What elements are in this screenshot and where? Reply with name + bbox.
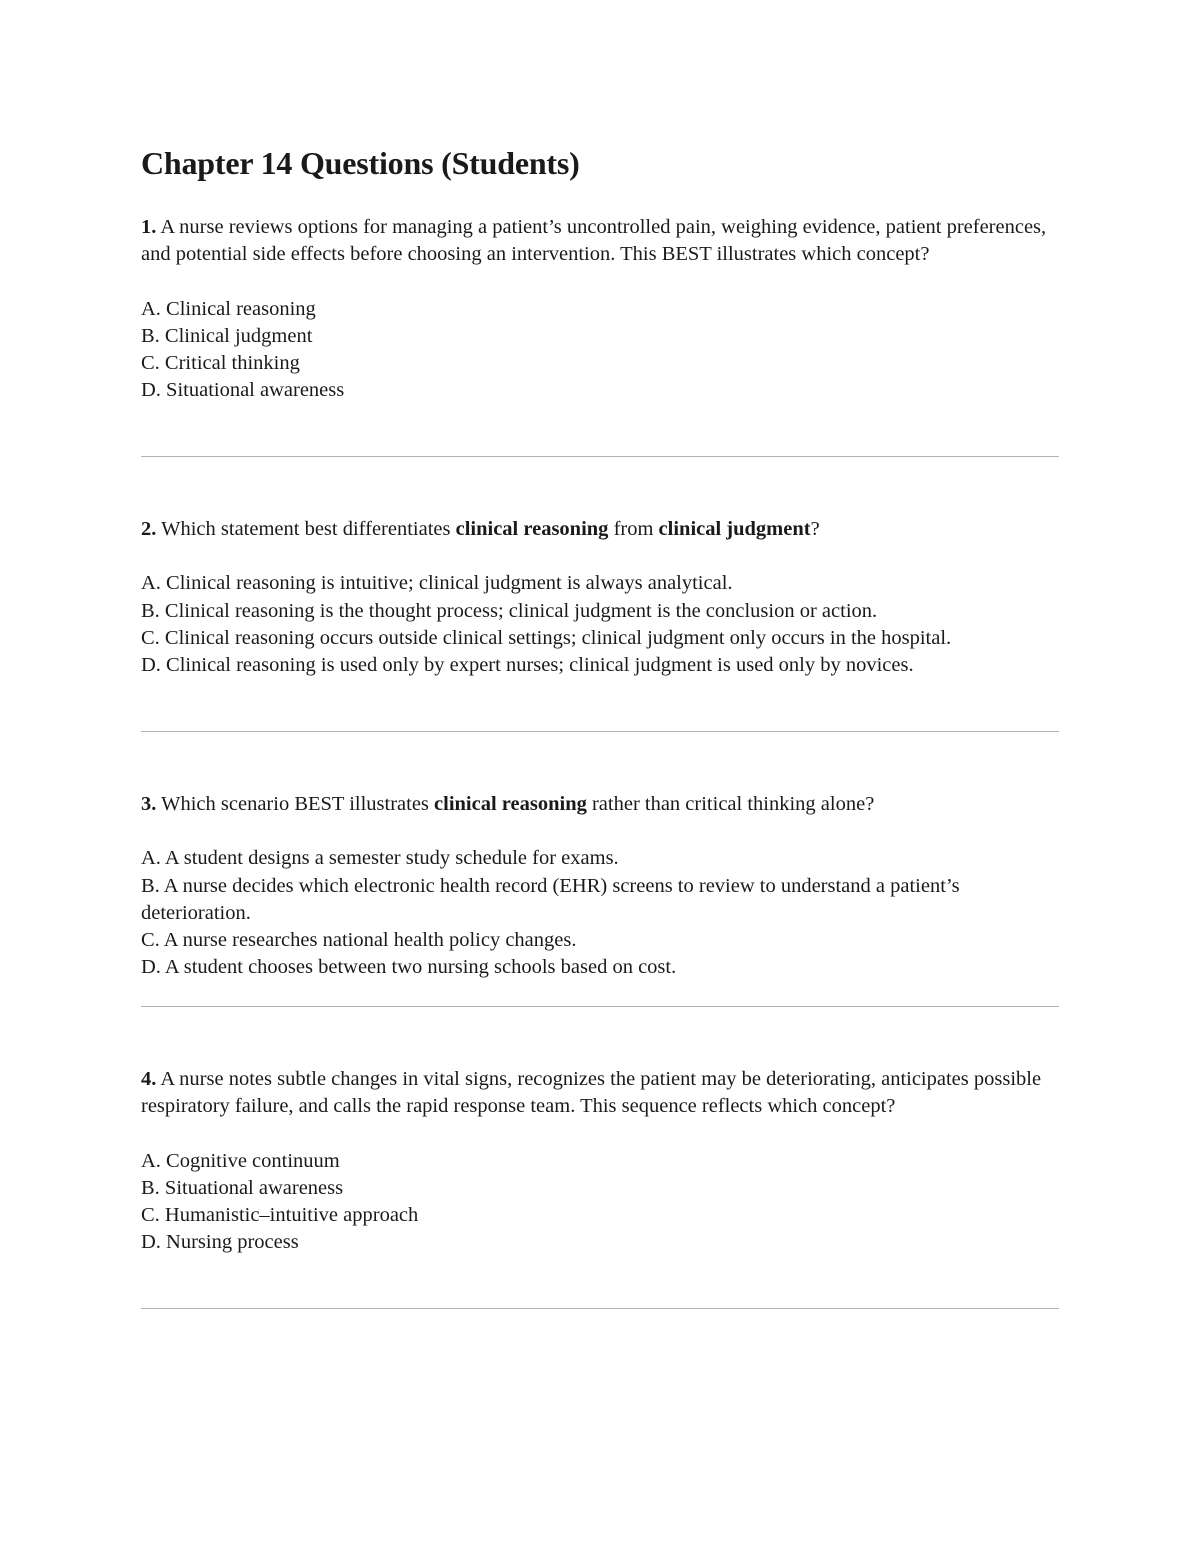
answer-option-b: B. Situational awareness [141,1176,344,1199]
answer-options [141,296,1059,405]
stem-text: ? [810,518,820,540]
question-stem [141,791,1059,818]
answer-option-b: B. Clinical reasoning is the thought process; clinical judgment is the conclusion or action. [141,599,878,622]
answer-option-c: C. A nurse researches national health policy changes. [141,929,577,952]
question-4 [141,1066,1059,1257]
question-stem [141,1066,1059,1121]
answer-option-c: C. Clinical reasoning occurs outside clinical settings; clinical judgment only occurs in the hospital. [141,626,952,649]
stem-text: A nurse reviews options for managing a patient’s uncontrolled pain, weighing evidence, patient preferences, and potential side effects before choosing an intervention. This BEST illustrates which concept? [141,216,1047,266]
divider [141,1308,1059,1309]
answer-options [141,1148,1059,1257]
answer-option-d: D. Situational awareness [141,379,345,402]
answer-option-a: A. Clinical reasoning is intuitive; clinical judgment is always analytical. [141,572,733,595]
question-number: 3. [141,793,157,815]
stem-keyword: clinical reasoning [434,793,587,815]
stem-text: A nurse notes subtle changes in vital signs, recognizes the patient may be deteriorating, anticipates possible respiratory failure, and calls the rapid response team. This sequence reflects which concept? [141,1068,1042,1118]
page-title: Chapter 14 Questions (Students) [141,145,580,181]
question-2 [141,516,1059,679]
question-1 [141,214,1059,405]
question-stem [141,214,1059,269]
answer-option-b: B. A nurse decides which electronic health record (EHR) screens to review to understand a patient’s deterioration. [141,874,960,924]
stem-text: Which statement best differentiates [156,518,456,540]
answer-option-d: D. Nursing process [141,1231,299,1254]
divider [141,1006,1059,1007]
stem-keyword: clinical judgment [658,518,811,540]
answer-option-b: B. Clinical judgment [141,324,313,347]
answer-option-a: A. A student designs a semester study schedule for exams. [141,847,619,870]
question-number: 4. [141,1068,157,1090]
question-stem [141,516,1059,543]
stem-text: rather than critical thinking alone? [586,793,875,815]
answer-options [141,570,1059,679]
answer-option-c: C. Critical thinking [141,352,300,375]
answer-option-a: A. Clinical reasoning [141,297,316,320]
divider [141,456,1059,457]
question-number: 2. [141,518,157,540]
stem-text: from [608,518,659,540]
answer-option-d: D. A student chooses between two nursing schools based on cost. [141,956,677,979]
answer-option-c: C. Humanistic–intuitive approach [141,1204,419,1227]
answer-option-d: D. Clinical reasoning is used only by expert nurses; clinical judgment is used only by novices. [141,654,914,677]
stem-keyword: clinical reasoning [455,518,609,540]
question-number: 1. [141,216,157,238]
question-3 [141,791,1059,982]
answer-option-a: A. Cognitive continuum [141,1149,340,1172]
stem-text: Which scenario BEST illustrates [156,793,435,815]
answer-options [141,845,1059,981]
divider [141,731,1059,732]
